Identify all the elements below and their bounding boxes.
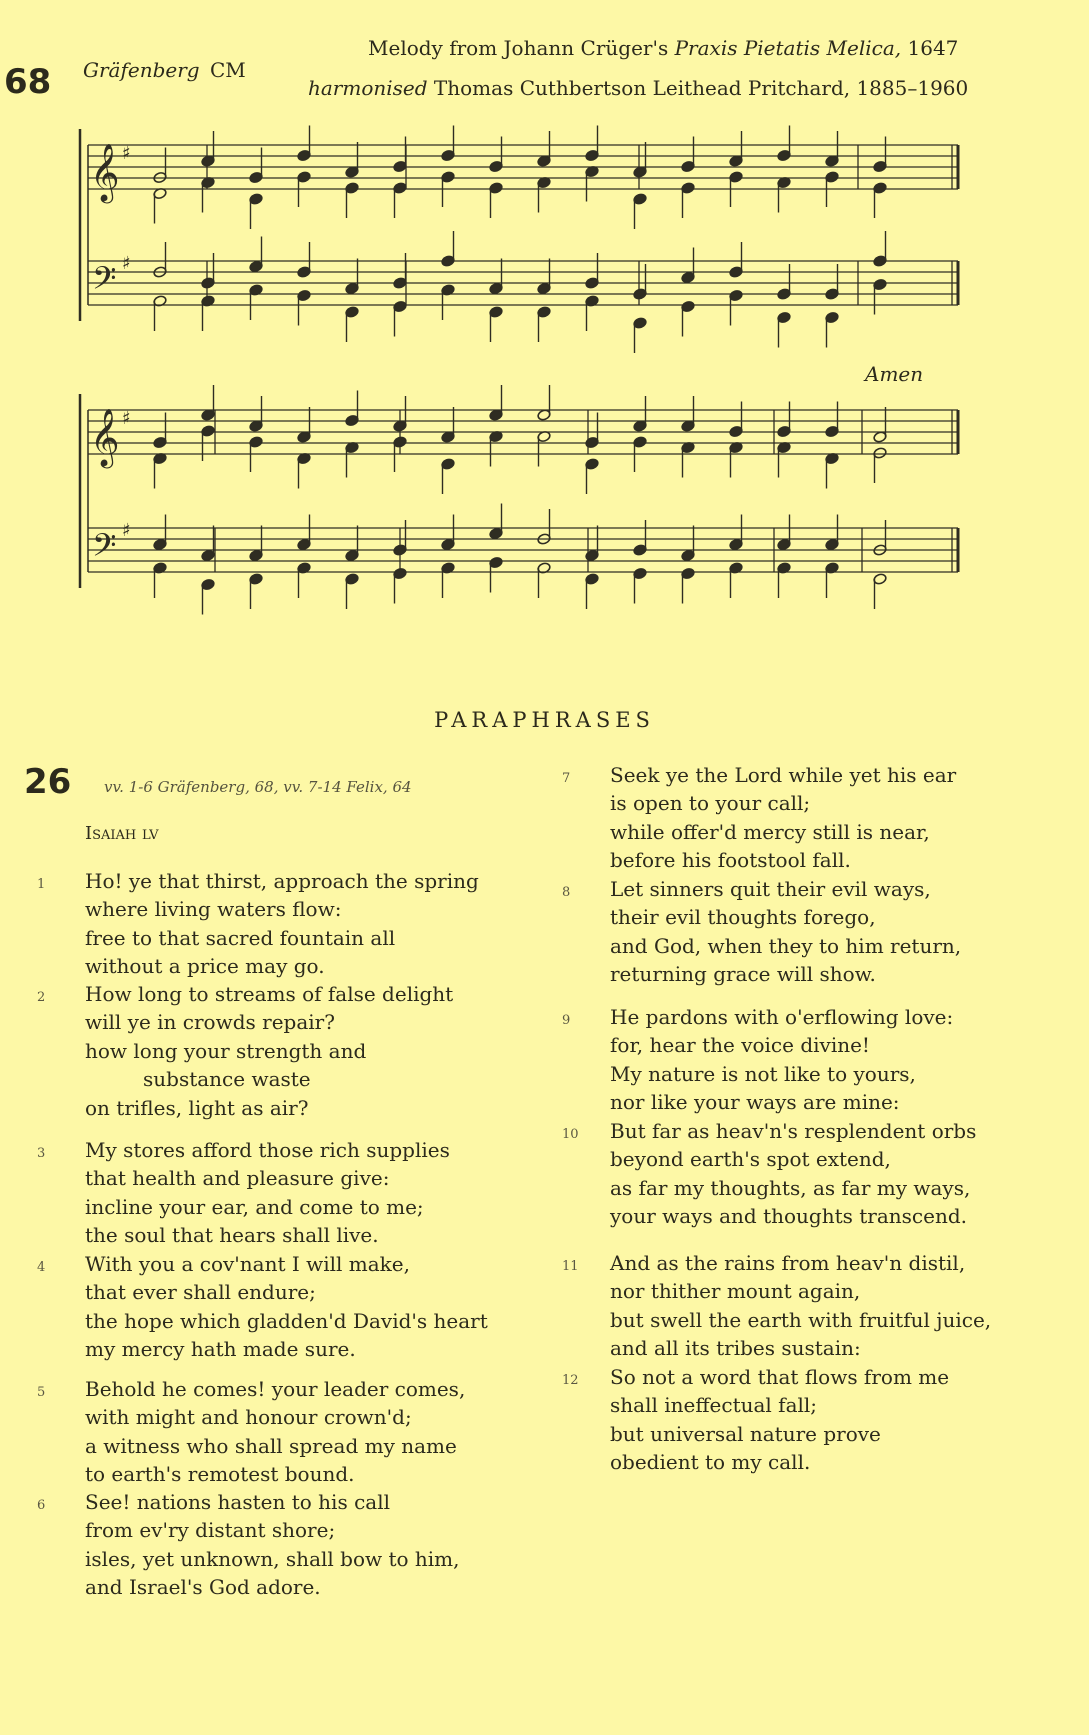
verse-line: as far my thoughts, as far my ways, [610, 1175, 971, 1200]
verse-line: and all its tribes sustain: [610, 1336, 861, 1361]
melody-credit-year: 1647 [901, 36, 959, 60]
verse [37, 1250, 488, 1364]
verse-line: and God, when they to him return, [610, 933, 962, 958]
scripture-reference: Isaiah lv [85, 823, 159, 844]
verse-line: is open to your call; [610, 791, 811, 816]
verse [562, 1249, 992, 1363]
verse-number: 4 [37, 1260, 46, 1275]
verse-number: 5 [37, 1385, 46, 1400]
section-title: PARAPHRASES [434, 708, 655, 732]
hymn-number: 68 [4, 62, 52, 102]
verse-line: My nature is not like to yours, [610, 1061, 916, 1086]
verse-line: without a price may go. [85, 954, 325, 979]
verse [562, 1003, 954, 1117]
verse-line: Behold he comes! your leader comes, [85, 1377, 466, 1401]
bass-clef-icon: 𝄢 [92, 260, 117, 304]
verse-line: obedient to my call. [610, 1450, 811, 1475]
verse [37, 1136, 450, 1250]
verse [37, 980, 454, 1122]
melody-source-title: Praxis Pietatis Melica, [674, 36, 902, 60]
verse-line: nor like your ways are mine: [610, 1090, 900, 1115]
verse-line: that health and pleasure give: [85, 1166, 390, 1191]
meter: CM [210, 58, 246, 82]
verse-line: while offer'd mercy still is near, [610, 819, 930, 844]
verse-line: substance waste [143, 1067, 311, 1092]
verse-line: free to that sacred fountain all [85, 925, 396, 950]
verse-number: 9 [562, 1013, 571, 1028]
harmonizer-name: Thomas Cuthbertson Leithead Pritchard, 1885–1960 [427, 76, 969, 100]
verse-line: See! nations hasten to his call [85, 1490, 390, 1514]
tune-reference: vv. 1-6 Gräfenberg, 68, vv. 7-14 Felix, 64 [104, 778, 412, 796]
verse-line: but swell the earth with fruitful juice, [610, 1307, 992, 1332]
verse-number: 3 [37, 1146, 46, 1161]
verse [562, 875, 962, 989]
verse-line: that ever shall endure; [85, 1280, 316, 1305]
verse-number: 6 [37, 1498, 46, 1513]
verse [37, 1375, 466, 1489]
verse-line: and Israel's God adore. [85, 1575, 321, 1600]
verse-line: So not a word that flows from me [610, 1365, 950, 1389]
verse-line: Ho! ye that thirst, approach the spring [85, 869, 479, 893]
verse [562, 1117, 977, 1231]
verse-line: the soul that hears shall live. [85, 1223, 379, 1248]
verse-line: My stores afford those rich supplies [85, 1138, 450, 1162]
verse-line: nor thither mount again, [610, 1279, 861, 1304]
verse-line: from ev'ry distant shore; [85, 1518, 336, 1543]
verse-line: but universal nature prove [610, 1421, 881, 1446]
verse-line: With you a cov'nant I will make, [85, 1252, 410, 1276]
verse-number: 1 [37, 877, 46, 892]
verse-line: the hope which gladden'd David's heart [85, 1308, 488, 1333]
verse-line: my mercy hath made sure. [85, 1337, 356, 1362]
paraphrase-number: 26 [24, 762, 72, 802]
verse-line: their evil thoughts forego, [610, 905, 876, 930]
verse-line: your ways and thoughts transcend. [610, 1204, 967, 1229]
verse-line: a witness who shall spread my name [85, 1433, 457, 1458]
treble-clef-icon: 𝄞 [90, 408, 120, 466]
verse-line: returning grace will show. [610, 962, 876, 987]
verse-line: And as the rains from heav'n distil, [610, 1251, 966, 1275]
amen-label: Amen [865, 362, 924, 386]
key-signature-sharp-icon: ♯ [122, 408, 131, 429]
verse [562, 761, 957, 875]
melody-credit-prefix: Melody from Johann Crüger's [368, 36, 675, 60]
key-signature-sharp-icon: ♯ [122, 520, 131, 541]
verse-line: Let sinners quit their evil ways, [610, 877, 931, 901]
verse-line: on trifles, light as air? [85, 1095, 309, 1120]
verse [562, 1363, 950, 1477]
verse-number: 11 [562, 1259, 579, 1274]
verse-line: where living waters flow: [85, 897, 342, 922]
verse [37, 867, 479, 981]
verse-line: how long your strength and [85, 1038, 367, 1063]
verse-line: Seek ye the Lord while yet his ear [610, 763, 957, 787]
verse-line: shall ineffectual fall; [610, 1393, 818, 1418]
tune-name: Gräfenberg [83, 58, 200, 82]
verse-number: 12 [562, 1373, 579, 1388]
verse-line: But far as heav'n's resplendent orbs [610, 1119, 977, 1143]
verse-line: How long to streams of false delight [85, 982, 454, 1006]
bass-clef-icon: 𝄢 [92, 527, 117, 571]
treble-clef-icon: 𝄞 [90, 143, 120, 201]
music-score [0, 0, 1089, 640]
harmonised-label: harmonised [308, 76, 428, 100]
verse-line: with might and honour crown'd; [85, 1405, 412, 1430]
verse-line: incline your ear, and come to me; [85, 1194, 424, 1219]
key-signature-sharp-icon: ♯ [122, 253, 131, 274]
verse [37, 1488, 460, 1602]
verse-number: 7 [562, 771, 571, 786]
verse-number: 2 [37, 990, 46, 1005]
verse-line: will ye in crowds repair? [85, 1010, 335, 1035]
verse-number: 10 [562, 1127, 579, 1142]
verse-number: 8 [562, 885, 571, 900]
verse-line: isles, yet unknown, shall bow to him, [85, 1546, 460, 1571]
verse-line: before his footstool fall. [610, 848, 851, 873]
verse-line: beyond earth's spot extend, [610, 1147, 891, 1172]
verse-line: to earth's remotest bound. [85, 1462, 355, 1487]
verse-line: for, hear the voice divine! [610, 1033, 870, 1058]
key-signature-sharp-icon: ♯ [122, 143, 131, 164]
verse-line: He pardons with o'erflowing love: [610, 1005, 954, 1029]
